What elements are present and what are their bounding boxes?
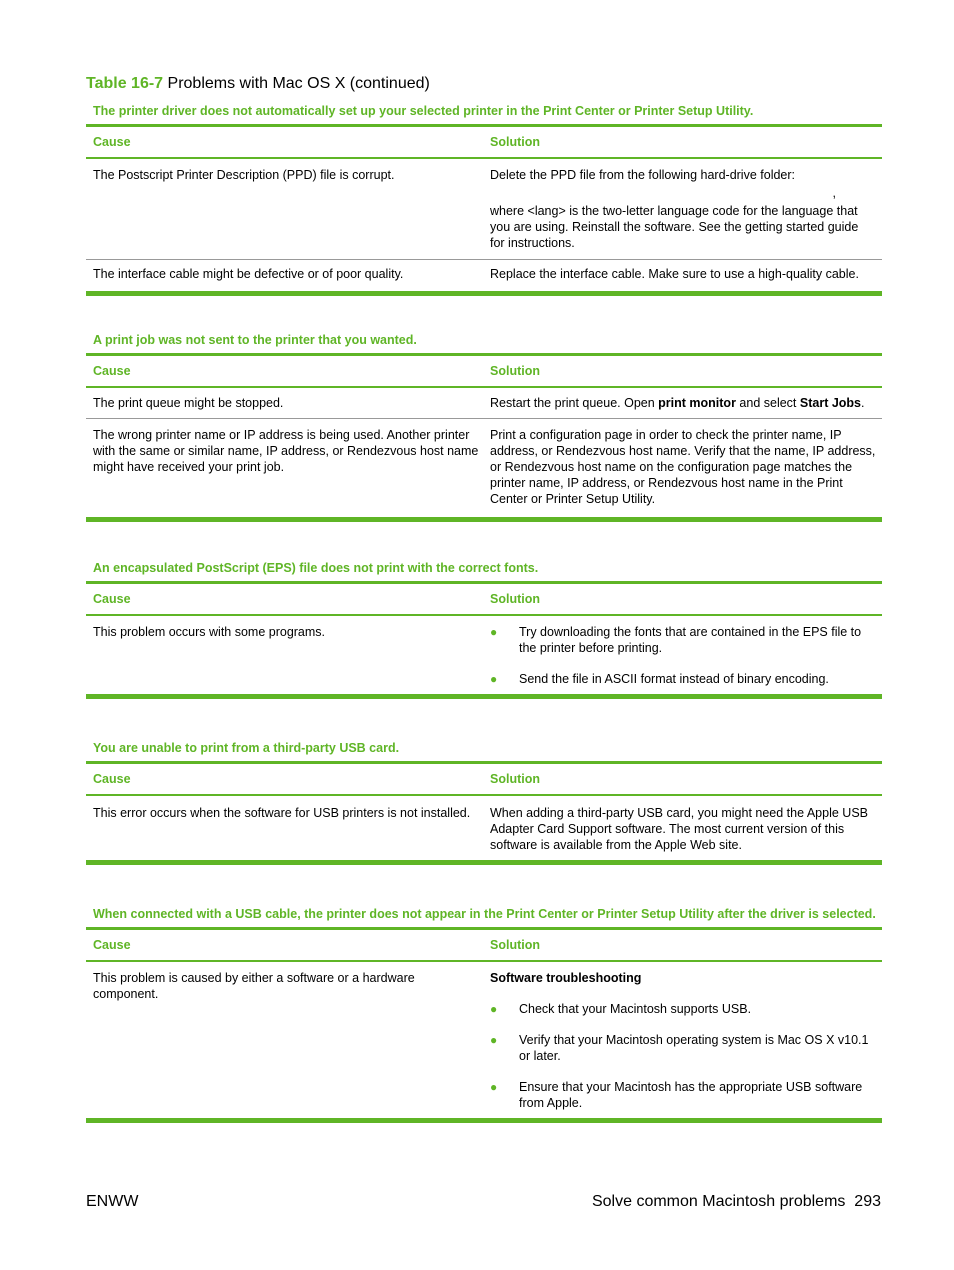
cause-cell: This problem is caused by either a software or a hardware component. (93, 971, 415, 1001)
table-row (86, 962, 882, 1118)
solution-text: Delete the PPD file from the following hard-drive folder: (490, 168, 796, 182)
cause-header: Cause (93, 938, 131, 952)
solution-header: Solution (490, 938, 540, 952)
cause-cell: The interface cable might be defective or of poor quality. (93, 267, 404, 281)
solution-cell: Print a configuration page in order to check the printer name, IP address, or Rendezvous host name. Verify that the name, IP address, or Rendezvous host name on the configuration page matches the printer name, IP address, or Rendezvous host name in the Print Center or Printer Setup Utility. (490, 428, 876, 506)
solution-cell (483, 395, 882, 411)
bullet-icon: ● (490, 672, 498, 686)
list-item (490, 1001, 876, 1017)
footer-section-title: Solve common Macintosh problems (591, 1193, 846, 1210)
list-item (490, 671, 876, 687)
list-item (490, 1032, 876, 1064)
table-header (86, 356, 882, 388)
section-heading: When connected with a USB cable, the printer does not appear in the Print Center or Printer Setup Utility after the driver is selected. (93, 907, 876, 921)
solution-header: Solution (490, 592, 540, 606)
table-row (86, 260, 882, 291)
cause-cell: The Postscript Printer Description (PPD) file is corrupt. (93, 168, 395, 182)
section-driver-setup (86, 102, 882, 296)
table-title-text: Problems with Mac OS X (continued) (167, 75, 430, 92)
footer-right (592, 1193, 881, 1211)
solution-header: Solution (490, 364, 540, 378)
cause-header: Cause (93, 364, 131, 378)
solution-cell (483, 167, 882, 251)
solution-header: Solution (490, 772, 540, 786)
cause-header: Cause (93, 772, 131, 786)
problem-table (86, 581, 882, 699)
list-item (490, 624, 876, 656)
section-heading: You are unable to print from a third-party USB card. (93, 741, 400, 755)
list-item-text: Send the file in ASCII format instead of binary encoding. (519, 672, 829, 686)
table-header (86, 930, 882, 962)
bullet-icon: ● (490, 1080, 498, 1094)
bullet-icon: ● (490, 625, 498, 639)
footer-left: ENWW (86, 1193, 139, 1210)
section-heading: The printer driver does not automatically set up your selected printer in the Print Center or Printer Setup Utility. (93, 104, 754, 118)
section-usb-not-appearing (86, 905, 882, 1123)
section-eps-fonts (86, 559, 882, 699)
table-row (86, 616, 882, 694)
bullet-icon: ● (490, 1033, 498, 1047)
print-monitor-term: print monitor (658, 396, 736, 410)
solution-subheading: Software troubleshooting (490, 971, 642, 985)
cause-cell: The wrong printer name or IP address is being used. Another printer with the same or similar name, IP address, or Rendezvous host name might have received your print job. (93, 428, 479, 474)
table-header (86, 127, 882, 159)
table-header (86, 584, 882, 616)
table-row (86, 159, 882, 260)
cause-cell: The print queue might be stopped. (93, 396, 284, 410)
solution-header: Solution (490, 135, 540, 149)
list-item (490, 1079, 876, 1111)
list-item-text: Check that your Macintosh supports USB. (519, 1002, 752, 1016)
solution-text: where <lang> is the two-letter language code for the language that you are using. Reinstall the software. See the getting started guide for instructions. (490, 204, 859, 250)
table-row (86, 796, 882, 860)
solution-cell (483, 624, 882, 687)
list-item-text: Ensure that your Macintosh has the appropriate USB software from Apple. (519, 1080, 863, 1110)
table-number: Table 16-7 (86, 75, 164, 92)
solution-cell: Replace the interface cable. Make sure to use a high-quality cable. (490, 267, 859, 281)
problem-table (86, 353, 882, 522)
solution-text: and select (735, 396, 800, 410)
section-third-party-usb (86, 739, 882, 865)
start-jobs-term: Start Jobs (799, 396, 862, 410)
problem-table (86, 124, 882, 296)
page-number: 293 (854, 1193, 881, 1210)
section-print-job-not-sent (86, 331, 882, 522)
section-heading: A print job was not sent to the printer that you wanted. (93, 333, 417, 347)
table-row (86, 388, 882, 419)
solution-text: . (861, 396, 865, 410)
bullet-icon: ● (490, 1002, 498, 1016)
solution-cell (483, 970, 882, 1111)
problem-table (86, 927, 882, 1123)
table-title (86, 75, 430, 93)
list-item-text: Verify that your Macintosh operating system is Mac OS X v10.1 or later. (519, 1033, 869, 1063)
solution-cell: When adding a third-party USB card, you might need the Apple USB Adapter Card Support software. The most current version of this software is available from the Apple Web site. (490, 806, 868, 852)
table-row (86, 419, 882, 517)
cause-header: Cause (93, 592, 131, 606)
section-heading: An encapsulated PostScript (EPS) file does not print with the correct fonts. (93, 561, 539, 575)
cause-cell: This error occurs when the software for USB printers is not installed. (93, 806, 471, 820)
solution-comma: , (832, 186, 836, 200)
solution-text: Restart the print queue. Open (490, 396, 659, 410)
cause-cell: This problem occurs with some programs. (93, 625, 326, 639)
list-item-text: Try downloading the fonts that are contained in the EPS file to the printer before printing. (519, 625, 862, 655)
problem-table (86, 761, 882, 865)
cause-header: Cause (93, 135, 131, 149)
table-header (86, 764, 882, 796)
